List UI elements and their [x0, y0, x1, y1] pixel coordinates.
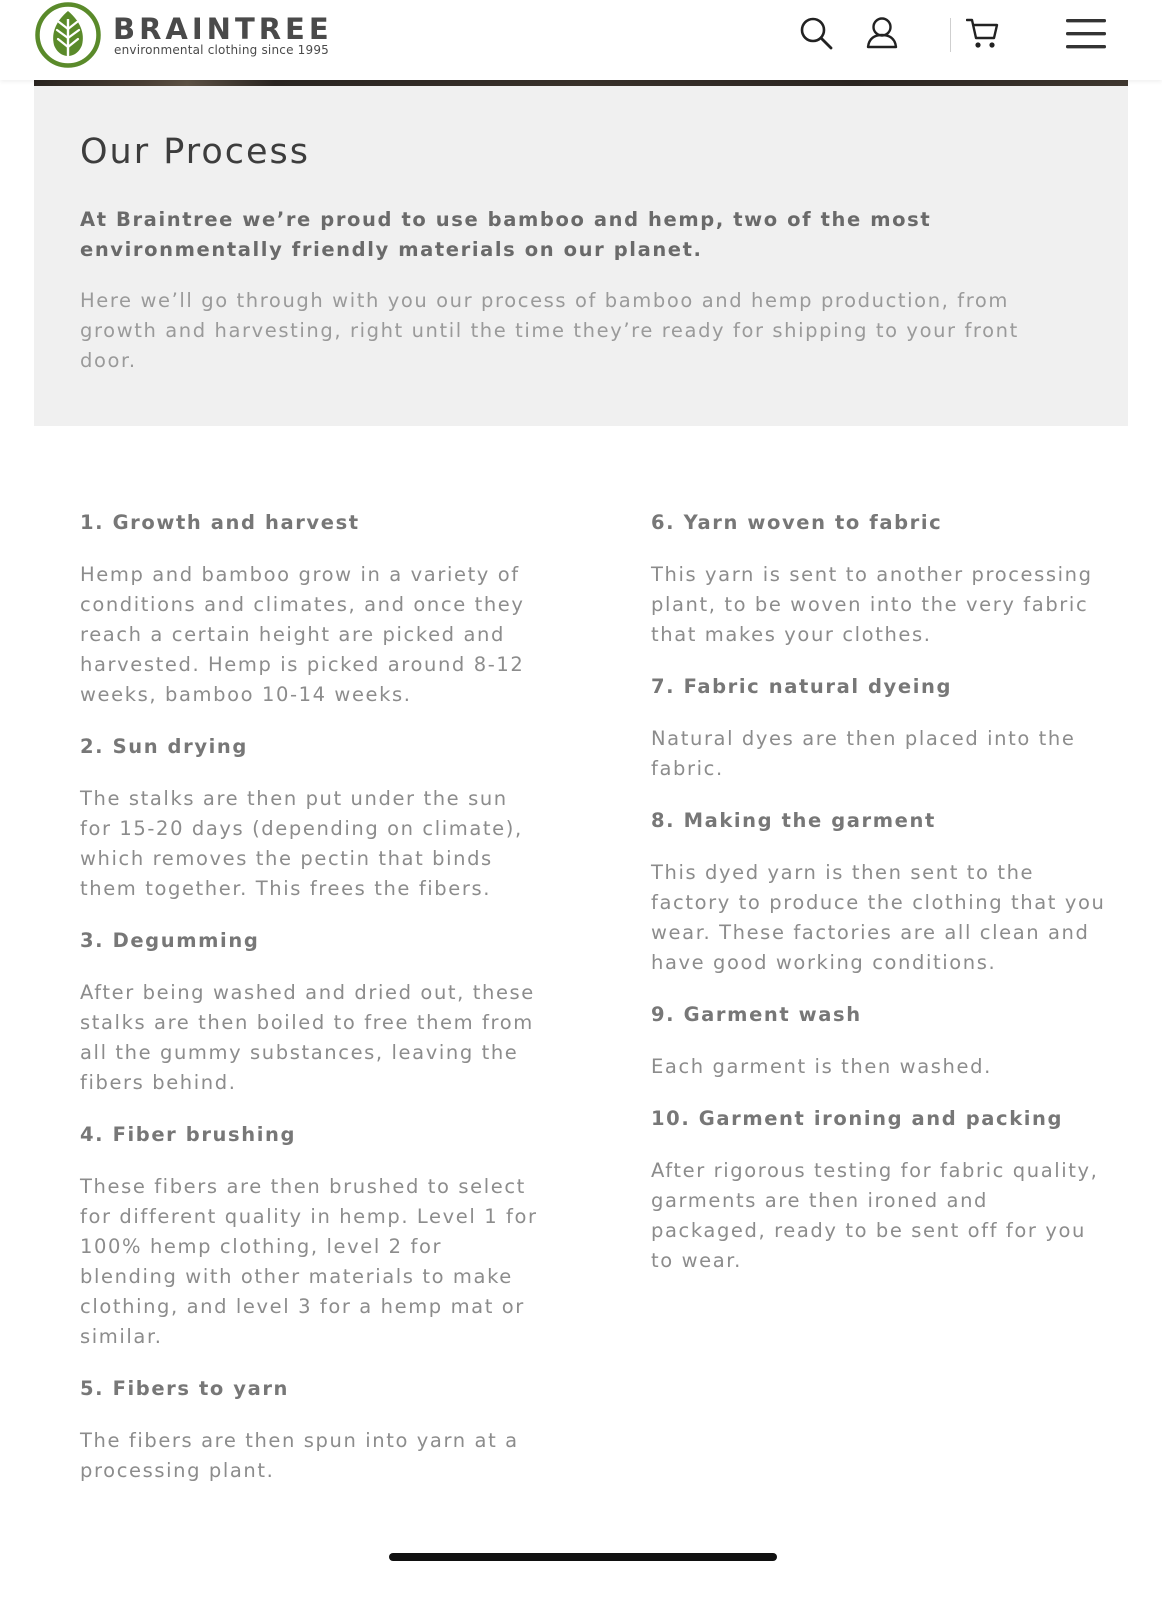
step-1	[80, 508, 540, 710]
brand-name[interactable]: BRAINTREE	[113, 12, 333, 46]
brand-tagline: environmental clothing since 1995	[114, 43, 330, 57]
step-5	[80, 1374, 540, 1486]
step-title: 8. Making the garment	[651, 809, 936, 832]
account-icon[interactable]	[865, 16, 899, 52]
step-title: 2. Sun drying	[80, 735, 248, 758]
step-text: After rigorous testing for fabric quality, garments are then ironed and packaged, ready to be sent off for you to wear.	[651, 1159, 1099, 1272]
step-title: 7. Fabric natural dyeing	[651, 675, 953, 698]
step-text: The fibers are then spun into yarn at a processing plant.	[80, 1429, 519, 1482]
step-9	[651, 1000, 1111, 1082]
step-3	[80, 926, 540, 1098]
step-text: These fibers are then brushed to select for different quality in hemp. Level 1 for 100% hemp clothing, level 2 for blending with other materials to make clothing, and level 3 for a hemp mat or similar.	[80, 1175, 538, 1348]
step-text: After being washed and dried out, these stalks are then boiled to free them from all the gummy substances, leaving the fibers behind.	[80, 981, 535, 1094]
search-icon[interactable]	[800, 16, 834, 52]
step-text: This yarn is sent to another processing plant, to be woven into the very fabric that makes your clothes.	[651, 563, 1093, 646]
step-6	[651, 508, 1111, 650]
intro-panel	[34, 86, 1128, 426]
site-header	[0, 0, 1162, 80]
home-indicator[interactable]	[389, 1553, 777, 1561]
step-title: 5. Fibers to yarn	[80, 1377, 290, 1400]
steps-left-column	[80, 508, 540, 1508]
steps-right-column	[651, 508, 1111, 1298]
step-title: 4. Fiber brushing	[80, 1123, 297, 1146]
step-title: 10. Garment ironing and packing	[651, 1107, 1064, 1130]
step-title: 1. Growth and harvest	[80, 511, 360, 534]
step-title: 3. Degumming	[80, 929, 260, 952]
step-title: 6. Yarn woven to fabric	[651, 511, 943, 534]
step-4	[80, 1120, 540, 1352]
step-text: The stalks are then put under the sun for 15-20 days (depending on climate), which removes the pectin that binds them together. This frees the fibers.	[80, 787, 523, 900]
menu-icon[interactable]	[1066, 18, 1106, 50]
page-title: Our Process	[80, 132, 311, 172]
step-title: 9. Garment wash	[651, 1003, 862, 1026]
logo-tree-icon[interactable]	[34, 1, 102, 69]
intro-body: Here we’ll go through with you our process of bamboo and hemp production, from growth and harvesting, right until the time they’re ready for shipping to your front door.	[80, 289, 1019, 372]
step-text: Natural dyes are then placed into the fabric.	[651, 727, 1076, 780]
step-text: Hemp and bamboo grow in a variety of conditions and climates, and once they reach a certain height are picked and harvested. Hemp is picked around 8-12 weeks, bamboo 10-14 weeks.	[80, 563, 525, 706]
step-text: This dyed yarn is then sent to the factory to produce the clothing that you wear. These factories are all clean and have good working conditions.	[651, 861, 1106, 974]
cart-icon[interactable]	[966, 16, 1000, 52]
intro-lead: At Braintree we’re proud to use bamboo and hemp, two of the most environmentally friendly materials on our planet.	[80, 208, 932, 261]
header-divider	[950, 18, 951, 52]
step-text: Each garment is then washed.	[651, 1055, 992, 1078]
step-2	[80, 732, 540, 904]
step-7	[651, 672, 1111, 784]
step-10	[651, 1104, 1111, 1276]
step-8	[651, 806, 1111, 978]
